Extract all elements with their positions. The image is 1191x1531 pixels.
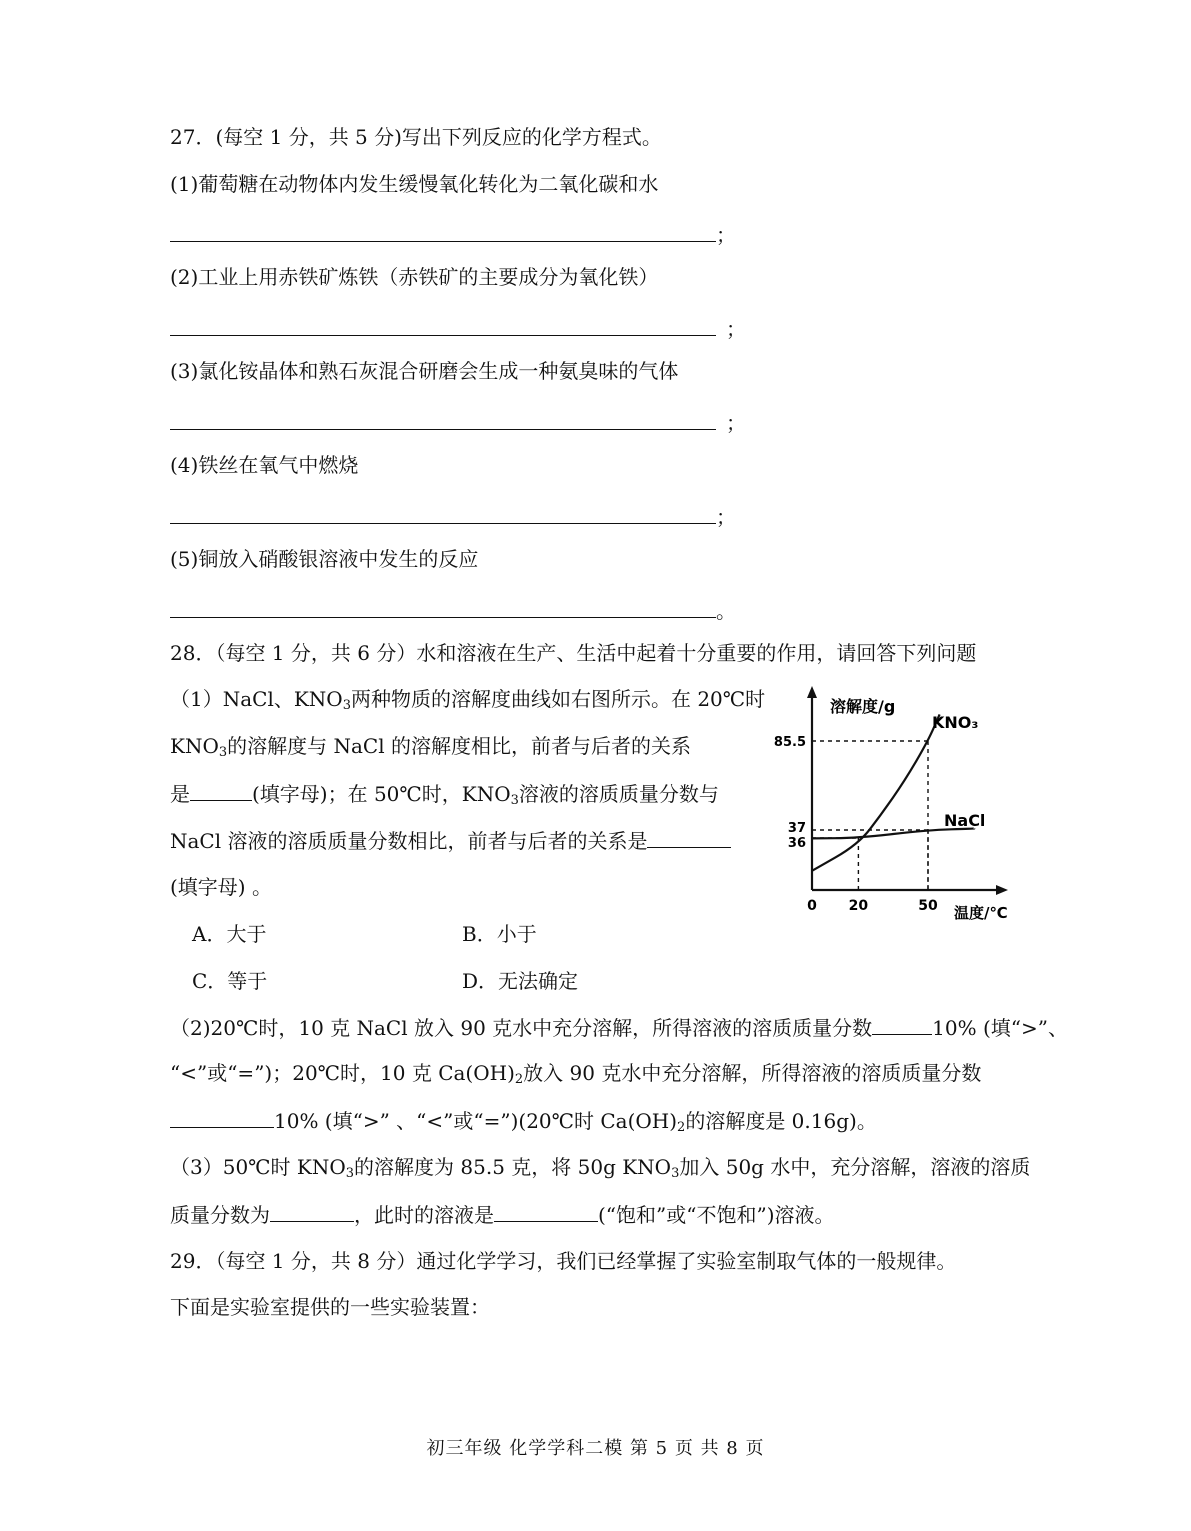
q28-p1-l1a: （1）NaCl、KNO	[170, 687, 343, 711]
y-axis-label: 溶解度/g	[830, 697, 896, 716]
q27-item-3-answer[interactable]	[170, 406, 750, 435]
page-footer: 初三年级 化学学科二模 第 5 页 共 8 页	[426, 1438, 765, 1459]
sub-3: 3	[671, 1166, 680, 1181]
q27-item-2-end: ；	[726, 317, 746, 341]
y-tick-37: 37	[787, 821, 806, 836]
q27-item-3-prompt: (3)氯化铵晶体和熟石灰混合研磨会生成一种氨臭味的气体	[170, 359, 679, 383]
q28-p2-line3	[170, 1107, 877, 1134]
q27-item-4-end: ；	[716, 505, 736, 529]
y-tick-85.5: 85.5	[773, 735, 806, 750]
option-d: D．无法确定	[462, 969, 579, 993]
x-axis-label: 温度/℃	[954, 904, 1008, 922]
q27-title: 27．(每空 1 分，共 5 分)写出下列反应的化学方程式。	[170, 125, 662, 149]
x-tick-0: 0	[807, 898, 817, 914]
q27-item-5-answer[interactable]	[170, 594, 736, 623]
q28-title: 28．（每空 1 分，共 6 分）水和溶液在生产、生活中起着十分重要的作用，请回答下列问题	[170, 641, 977, 665]
q28-p1-l2b: 的溶解度与 NaCl 的溶解度相比，前者与后者的关系	[227, 734, 691, 758]
option-c: C．等于	[192, 969, 268, 993]
option-a: A．大于	[192, 922, 267, 946]
tick-labels	[774, 735, 938, 914]
option-b: B．小于	[462, 922, 537, 946]
q28-p2-l3a: 10% (填“>” 、“<”或“=”)(20℃时 Ca(OH)	[274, 1109, 678, 1133]
q28-p1-l2a: KNO	[170, 734, 219, 758]
sub-3: 3	[218, 745, 228, 760]
reference-lines	[812, 741, 928, 890]
sub-3: 3	[510, 793, 519, 808]
q28-blank-4[interactable]	[170, 1107, 274, 1128]
q28-p1-l3a: 是	[170, 782, 190, 806]
q28-p2-l1a: （2)20℃时，10 克 NaCl 放入 90 克水中充分溶解，所得溶液的溶质质量分数	[170, 1016, 873, 1040]
q28-p2-line2	[170, 1060, 981, 1086]
q27-item-1-prompt: (1)葡萄糖在动物体内发生缓慢氧化转化为二氧化碳和水	[170, 172, 659, 196]
sub-2: 2	[677, 1120, 686, 1135]
q27-item-4-answer[interactable]	[170, 500, 736, 529]
q28-p3-line2	[170, 1201, 835, 1228]
q28-p3-l1b: 的溶解度为 85.5 克，将 50g KNO	[354, 1155, 672, 1179]
q28-p3-l2c: (“饱和”或“不饱和”)溶液。	[598, 1203, 835, 1227]
y-axis-arrow	[807, 686, 817, 698]
q28-blank-3[interactable]	[872, 1014, 932, 1035]
q27-item-3-end: ；	[726, 411, 746, 435]
sub-3: 3	[342, 698, 351, 713]
q28-p1-l4: NaCl 溶液的溶质质量分数相比，前者与后者的关系是	[170, 829, 648, 853]
series-label-nacl: NaCl	[944, 811, 986, 830]
sub-3: 3	[345, 1166, 355, 1181]
q28-p1-line1	[170, 686, 765, 712]
q28-p3-l2b: ，此时的溶液是	[354, 1203, 494, 1227]
sub-2: 2	[514, 1072, 524, 1087]
q29-title: 29．（每空 1 分，共 8 分）通过化学学习，我们已经掌握了实验室制取气体的一般规律。	[170, 1249, 957, 1273]
q28-p1-l3c: 溶液的溶质质量分数与	[518, 782, 719, 806]
q28-blank-1[interactable]	[190, 780, 252, 801]
q27-item-1-answer[interactable]	[170, 218, 736, 247]
y-tick-36: 36	[787, 836, 806, 851]
q28-p3-line1	[170, 1154, 1030, 1180]
curves	[812, 714, 974, 870]
q28-p2-l1b: 10% (填“>”、	[932, 1016, 1068, 1040]
q28-p3-l2a: 质量分数为	[170, 1203, 270, 1227]
x-tick-50: 50	[918, 898, 938, 914]
q28-blank-2[interactable]	[647, 827, 731, 848]
x-tick-20: 20	[848, 898, 869, 914]
x-axis-arrow	[996, 885, 1008, 895]
q28-p3-l1c: 加入 50g 水中，充分溶解，溶液的溶质	[679, 1155, 1031, 1179]
q28-p3-l1a: （3）50℃时 KNO	[170, 1155, 346, 1179]
q28-p1-l1b: 两种物质的溶解度曲线如右图所示。在 20℃时	[350, 687, 766, 711]
q28-p1-line5: (填字母) 。	[170, 875, 272, 899]
q28-p1-line2	[170, 733, 691, 759]
q28-blank-6[interactable]	[494, 1201, 598, 1222]
q27-item-2-answer[interactable]	[170, 312, 750, 341]
q28-p2-l2b: 放入 90 克水中充分溶解，所得溶液的溶质质量分数	[523, 1061, 982, 1085]
q27-item-2-prompt: (2)工业上用赤铁矿炼铁（赤铁矿的主要成分为氧化铁）	[170, 265, 659, 289]
q27-item-5-prompt: (5)铜放入硝酸银溶液中发生的反应	[170, 547, 479, 571]
q29-line2: 下面是实验室提供的一些实验装置：	[170, 1295, 490, 1319]
q27-item-5-end: 。	[716, 599, 736, 623]
solubility-chart	[770, 682, 1020, 924]
series-line-kno3	[812, 714, 940, 870]
q28-blank-5[interactable]	[270, 1201, 354, 1222]
q27-item-1-end: ；	[716, 223, 736, 247]
q28-p2-l2a: “<”或“=”)；20℃时，10 克 Ca(OH)	[170, 1061, 515, 1085]
series-label-kno3: KNO₃	[932, 713, 979, 732]
q28-p1-line4	[170, 827, 731, 854]
q28-p2-line1	[170, 1014, 1068, 1041]
q27-item-4-prompt: (4)铁丝在氧气中燃烧	[170, 453, 359, 477]
q28-p1-line3	[170, 780, 719, 807]
q28-p2-l3b: 的溶解度是 0.16g)。	[685, 1109, 877, 1133]
q28-p1-l3b: (填字母)；在 50℃时，KNO	[252, 782, 511, 806]
